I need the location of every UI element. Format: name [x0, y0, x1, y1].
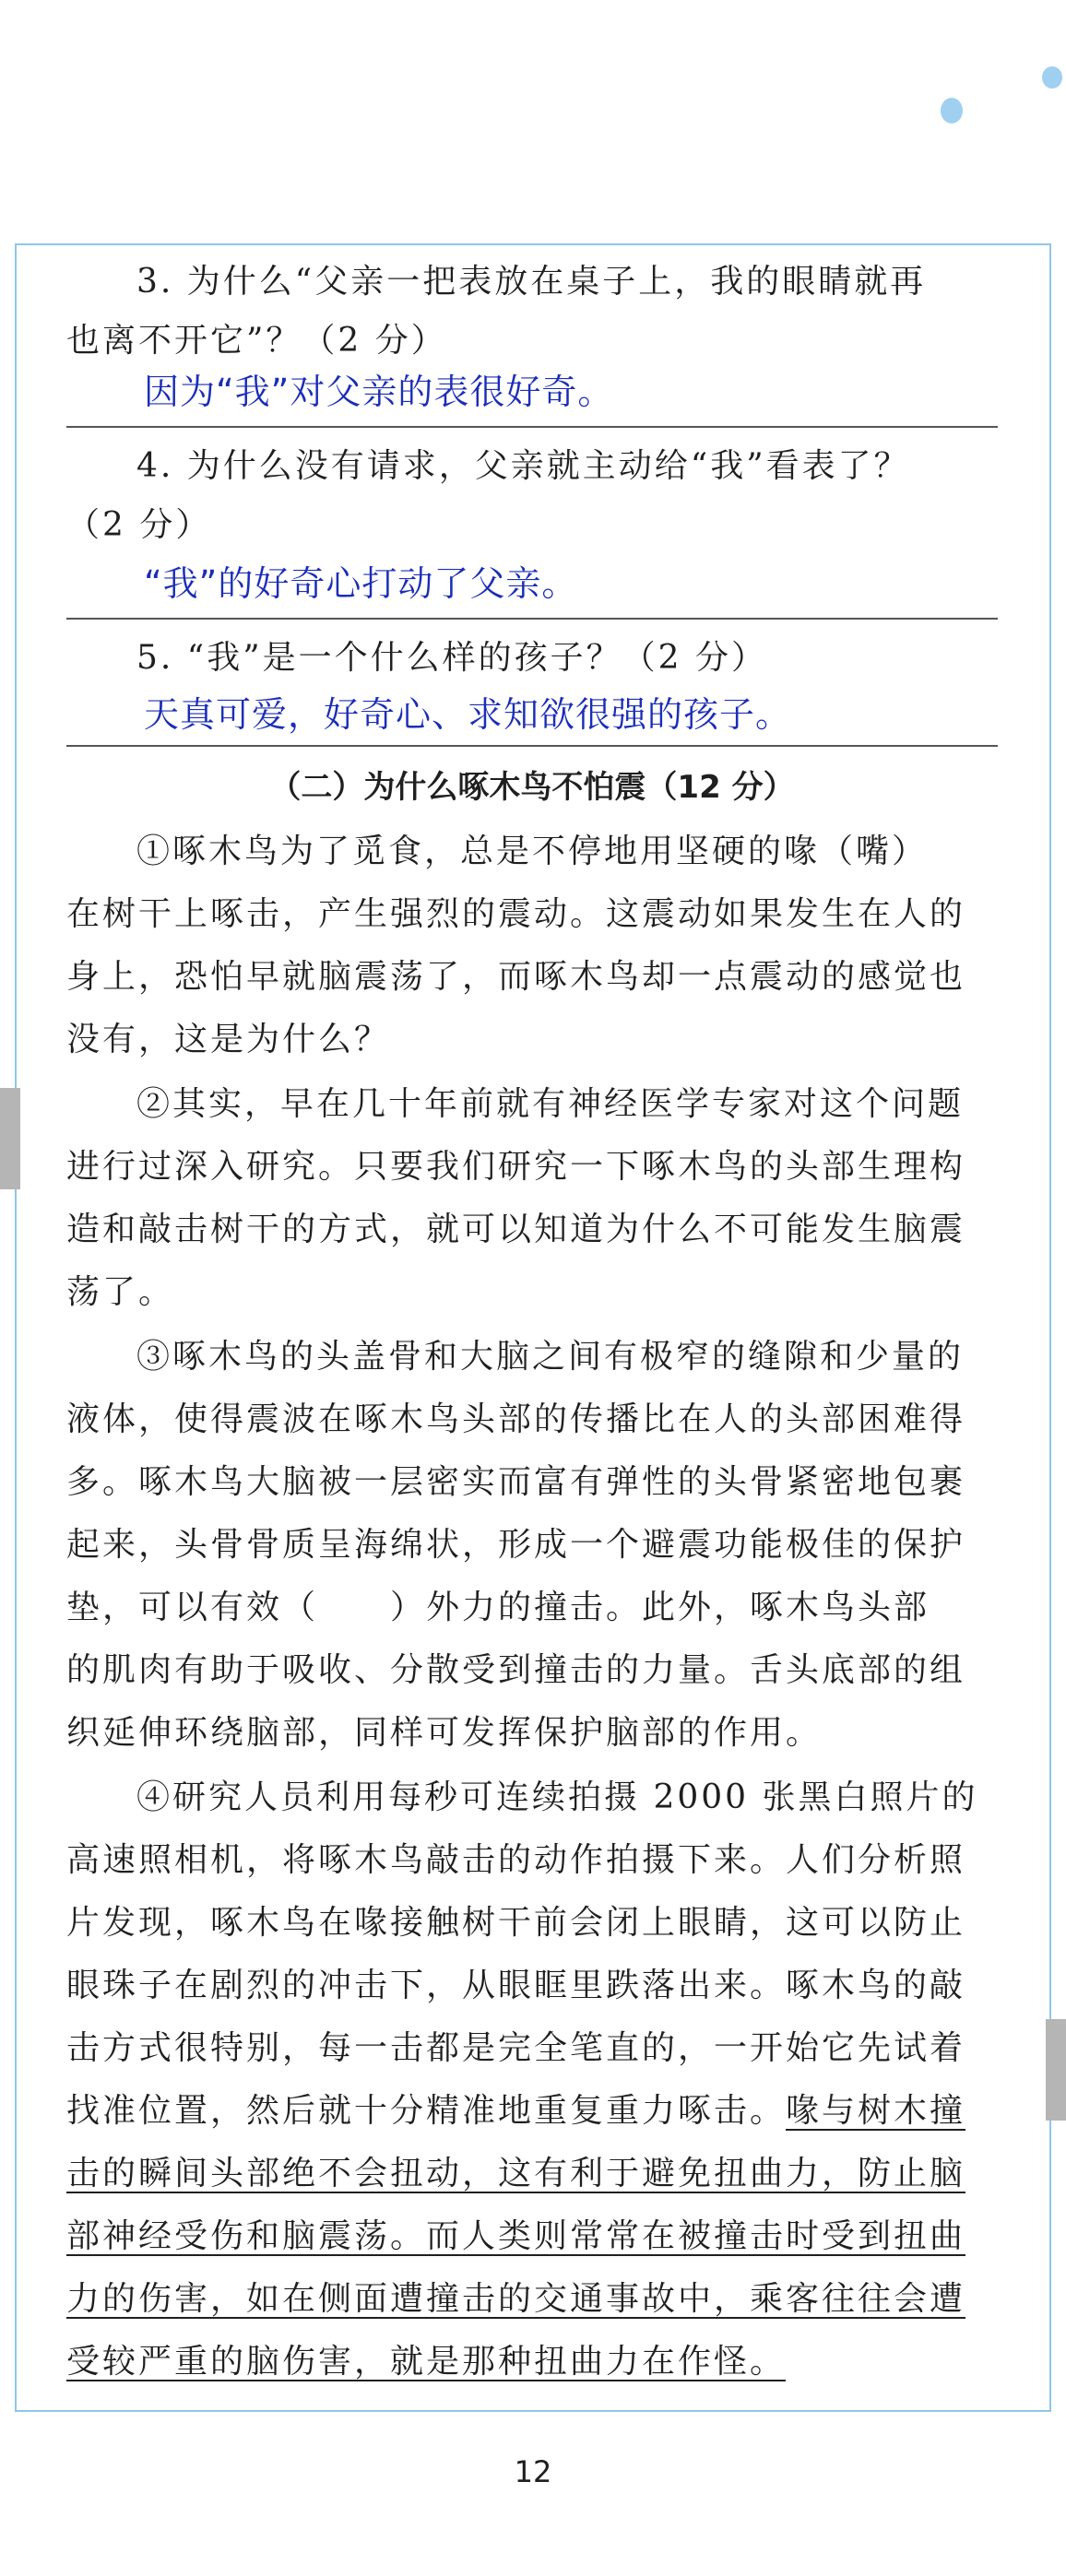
underlined-sentence-line — [66, 2152, 998, 2196]
side-tab-left — [0, 1088, 20, 1189]
paragraph-4-line: 片发现，啄木鸟在喙接触树干前会闭上眼睛，这可以防止 — [66, 1904, 966, 1942]
decorative-drop-icon — [941, 98, 963, 124]
paragraph-2-line: 进行过深入研究。只要我们研究一下啄木鸟的头部生理构 — [66, 1148, 966, 1186]
paragraph-4-plain-text: 找准位置，然后就十分精准地重复重力啄击。 — [66, 2092, 787, 2130]
page-number: 12 — [514, 2454, 552, 2489]
paragraph-4-line-mixed — [66, 2089, 998, 2133]
paragraph-3-line: 垫，可以有效（ ）外力的撞击。此外，啄木鸟头部 — [66, 1589, 930, 1626]
paragraph-3-line: 的肌肉有助于吸收、分散受到撞击的力量。舌头底部的组 — [66, 1651, 966, 1689]
paragraph-4-line: 击方式很特别，每一击都是完全笔直的，一开始它先试着 — [66, 2029, 966, 2067]
paragraph-4-line: 高速照相机，将啄木鸟敲击的动作拍摄下来。人们分析照 — [66, 1841, 966, 1879]
question-4-line-2: （2 分） — [66, 506, 212, 544]
answer-line-4 — [66, 618, 998, 620]
paragraph-3-line: 多。啄木鸟大脑被一层密实而富有弹性的头骨紧密地包裹 — [66, 1463, 966, 1501]
answer-3: 因为“我”对父亲的表很好奇。 — [144, 372, 614, 412]
underlined-sentence: 受较严重的脑伤害，就是那种扭曲力在作怪。 — [66, 2343, 787, 2381]
paragraph-3-line: 起来，头骨骨质呈海绵状，形成一个避震功能极佳的保护 — [66, 1526, 966, 1564]
answer-line-3 — [66, 426, 998, 428]
answer-line-5 — [66, 745, 998, 747]
question-4-line-1: 4. 为什么没有请求，父亲就主动给“我”看表了？ — [136, 447, 910, 485]
paragraph-3-line: ③啄木鸟的头盖骨和大脑之间有极窄的缝隙和少量的 — [136, 1338, 965, 1376]
question-5-line-1: 5. “我”是一个什么样的孩子？（2 分） — [136, 639, 767, 677]
paragraph-1-line: 身上，恐怕早就脑震荡了，而啄木鸟却一点震动的感觉也 — [66, 958, 966, 996]
question-3-line-1: 3. 为什么“父亲一把表放在桌子上，我的眼睛就再 — [136, 263, 927, 301]
paragraph-3-line: 织延伸环绕脑部，同样可发挥保护脑部的作用。 — [66, 1714, 823, 1752]
underlined-sentence: 部神经受伤和脑震荡。而人类则常常在被撞击时受到扭曲 — [66, 2217, 966, 2255]
answer-4: “我”的好奇心打动了父亲。 — [144, 563, 578, 604]
paragraph-3-line: 液体，使得震波在啄木鸟头部的传播比在人的头部困难得 — [66, 1400, 966, 1438]
section-title: （二）为什么啄木鸟不怕震（12 分） — [269, 769, 795, 806]
answer-5: 天真可爱，好奇心、求知欲很强的孩子。 — [144, 694, 792, 735]
question-3-line-2: 也离不开它”？（2 分） — [66, 322, 447, 360]
paragraph-1-line: ①啄木鸟为了觅食，总是不停地用坚硬的喙（嘴） — [136, 833, 929, 870]
underlined-sentence: 击的瞬间头部绝不会扭动，这有利于避免扭曲力，防止脑 — [66, 2155, 966, 2192]
underlined-sentence-line — [66, 2340, 998, 2384]
paragraph-1-line: 没有，这是为什么？ — [66, 1021, 391, 1058]
paragraph-2-line: 造和敲击树干的方式，就可以知道为什么不可能发生脑震 — [66, 1211, 966, 1248]
paragraph-4-line: 眼珠子在剧烈的冲击下，从眼眶里跌落出来。啄木鸟的敲 — [66, 1967, 966, 2004]
paragraph-2-line: 荡了。 — [66, 1273, 175, 1311]
decorative-drop-icon — [1042, 66, 1062, 89]
underlined-sentence-line — [66, 2277, 998, 2322]
paragraph-4-line: ④研究人员利用每秒可连续拍摄 2000 张黑白照片的 — [136, 1778, 978, 1816]
side-tab-right — [1046, 2019, 1066, 2121]
paragraph-1-line: 在树干上啄击，产生强烈的震动。这震动如果发生在人的 — [66, 895, 966, 933]
paragraph-2-line: ②其实，早在几十年前就有神经医学专家对这个问题 — [136, 1085, 965, 1123]
underlined-sentence: 力的伤害，如在侧面遭撞击的交通事故中，乘客往往会遭 — [66, 2280, 966, 2318]
underlined-sentence: 喙与树木撞 — [786, 2092, 966, 2130]
underlined-sentence-line — [66, 2215, 998, 2259]
